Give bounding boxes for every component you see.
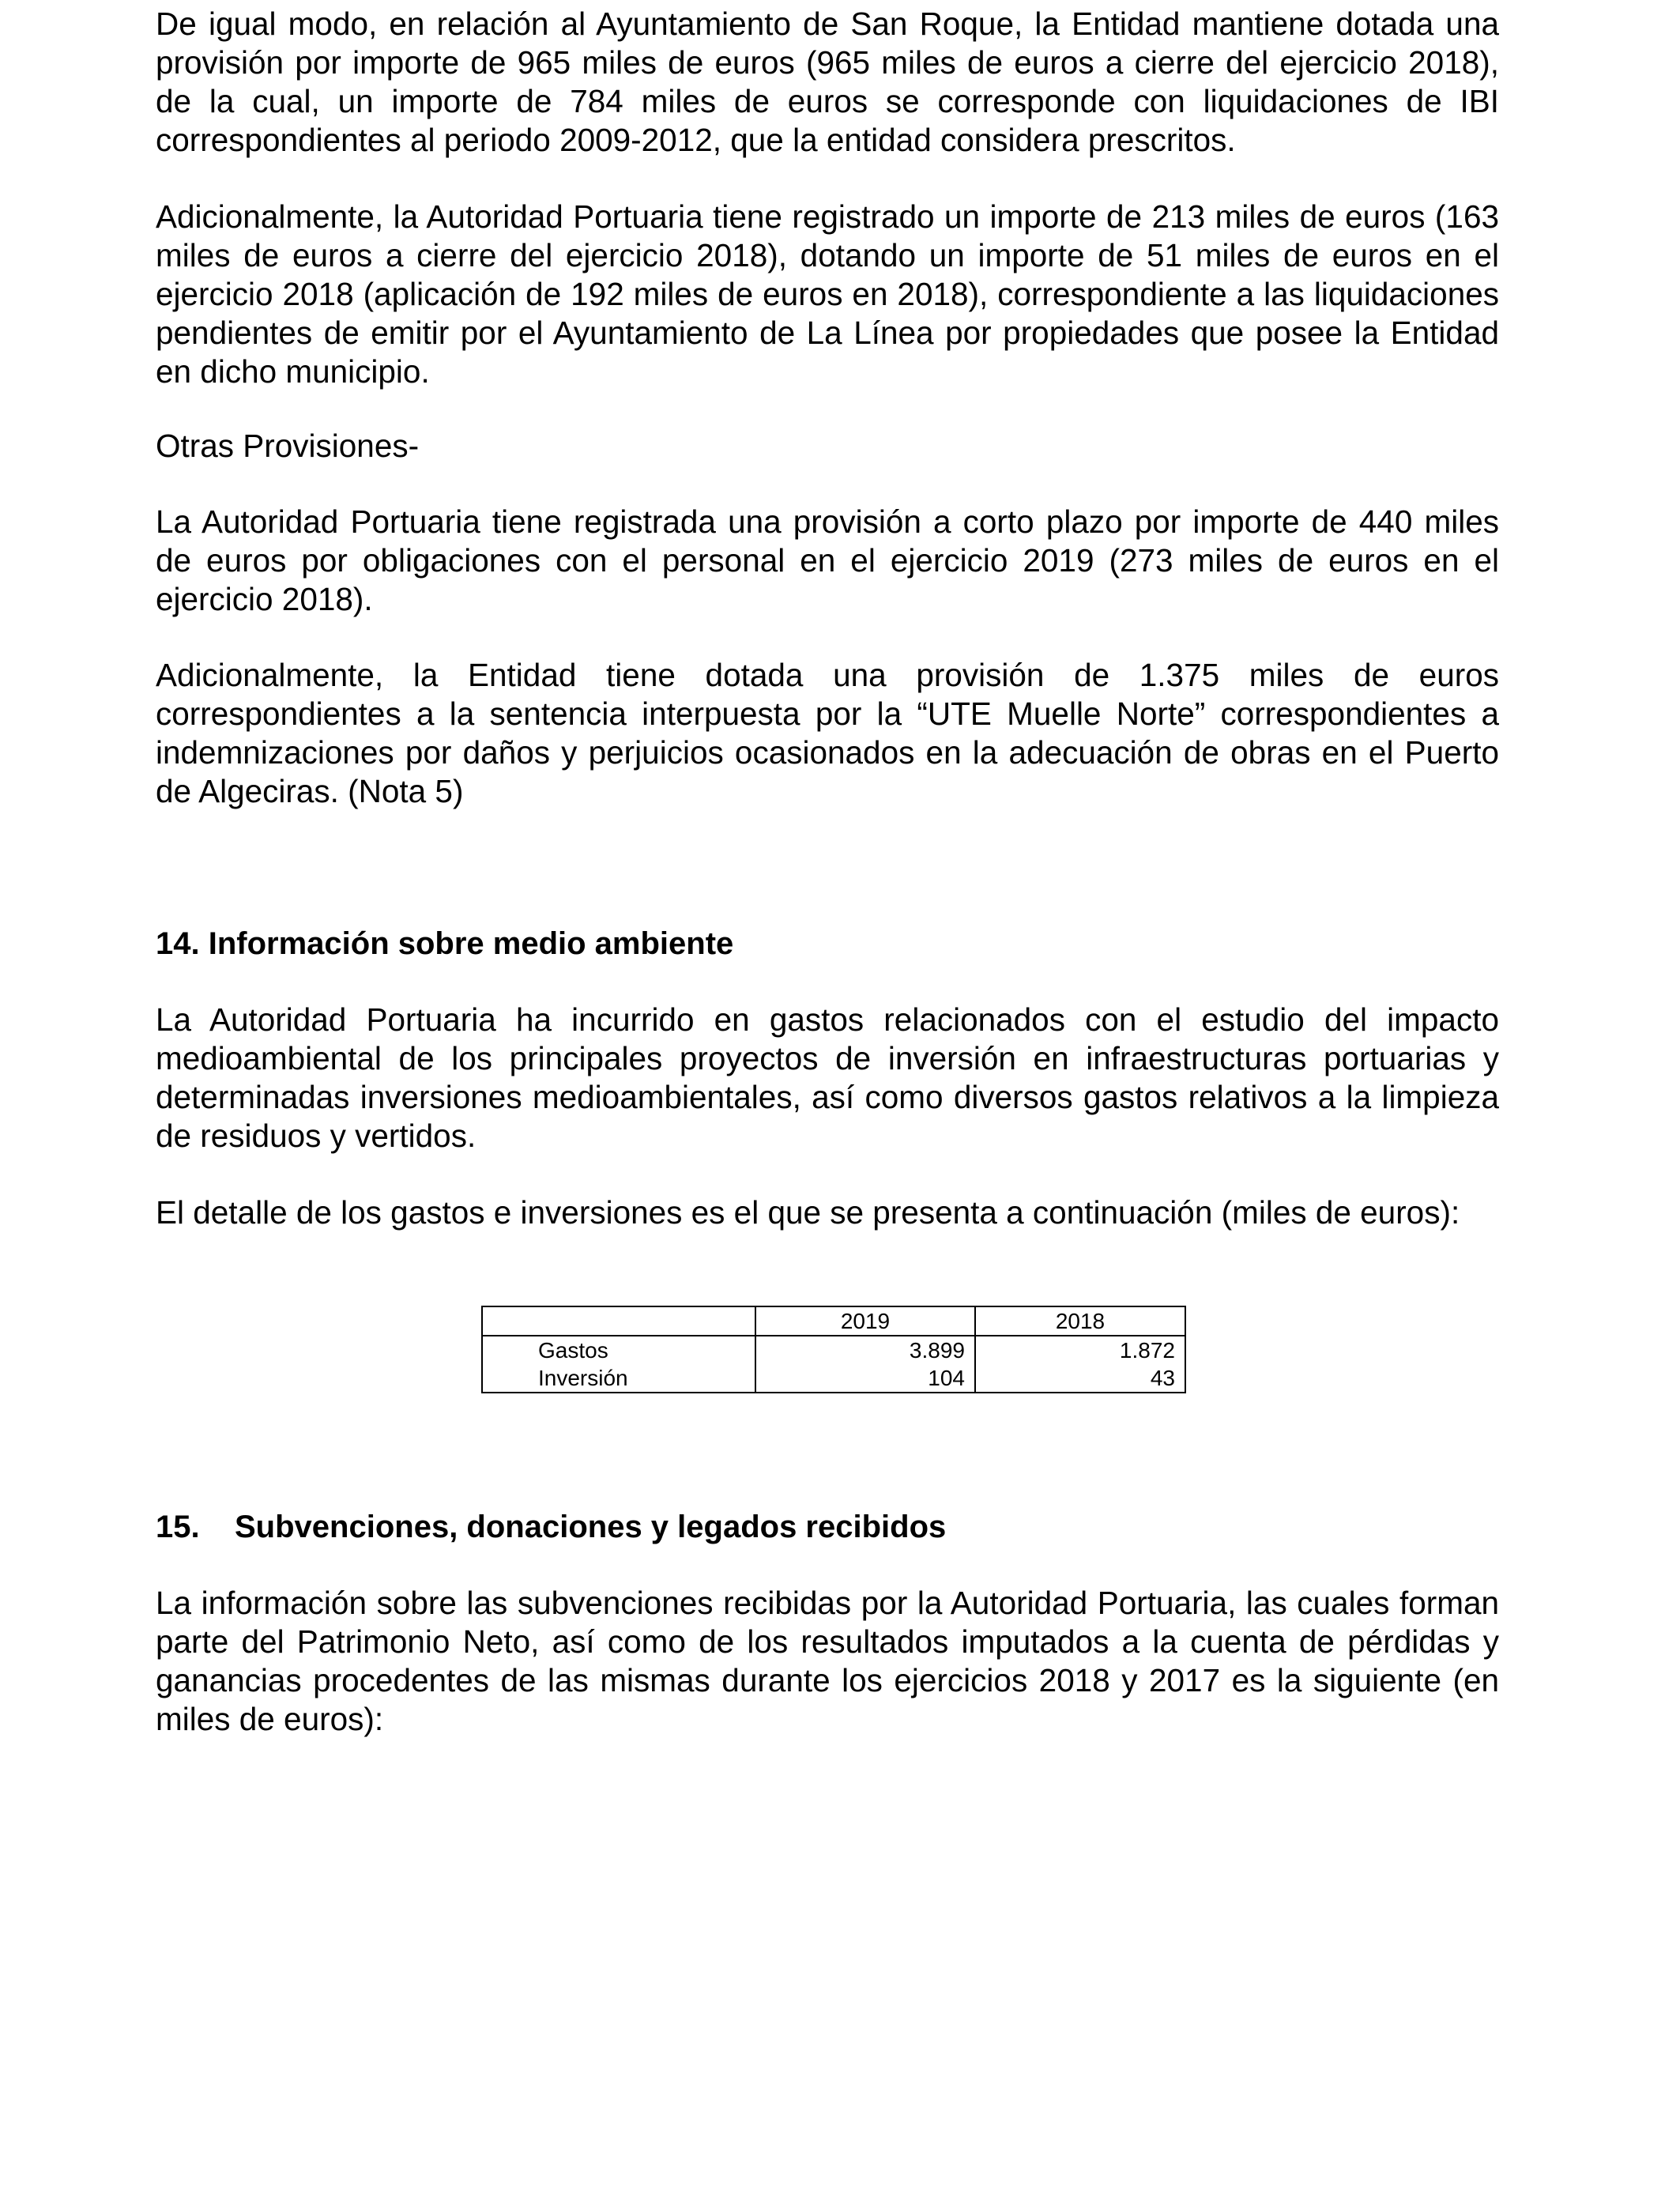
paragraph-medio-ambiente: La Autoridad Portuaria ha incurrido en gastos relacionados con el estudio del impacto medioambiental de los principales proyectos de inversión en infraestructuras portuarias y determinadas inversiones medioambientales, así como diversos gastos relativos a la limpieza de residuos y vertidos. <box>156 1001 1499 1154</box>
paragraph-la-linea: Adicionalmente, la Autoridad Portuaria tiene registrado un importe de 213 miles de euros (163 miles de euros a cierre del ejercicio 2018), dotando un importe de 51 miles de euros en el ejercicio 2018 (aplicación de 192 miles de euros en 2018), correspondiente a las liquidaciones pendientes de emitir por el Ayuntamiento de La Línea por propiedades que posee la Entidad en dicho municipio. <box>156 198 1499 390</box>
table-cell: Gastos <box>482 1336 755 1364</box>
table-cell: Inversión <box>482 1364 755 1393</box>
table-cell: 3.899 <box>755 1336 975 1364</box>
table-header-cell <box>482 1306 755 1336</box>
table-row <box>482 1364 1185 1393</box>
table-header-cell: 2018 <box>975 1306 1185 1336</box>
section-15-label: Subvenciones, donaciones y legados recibidos <box>235 1510 947 1544</box>
table-row <box>482 1336 1185 1364</box>
paragraph-detalle-gastos: El detalle de los gastos e inversiones es el que se presenta a continuación (miles de euros): <box>156 1194 1460 1231</box>
table-cell: 104 <box>755 1364 975 1393</box>
paragraph-san-roque: De igual modo, en relación al Ayuntamiento de San Roque, la Entidad mantiene dotada una provisión por importe de 965 miles de euros (965 miles de euros a cierre del ejercicio 2018), de la cual, un importe de 784 miles de euros se corresponde con liquidaciones de IBI correspondientes al periodo 2009-2012, que la entidad considera prescritos. <box>156 6 1499 158</box>
table-header-cell: 2019 <box>755 1306 975 1336</box>
gastos-inversiones-table <box>481 1306 1186 1393</box>
table-cell: 43 <box>975 1364 1185 1393</box>
section-15-number: 15. <box>156 1510 200 1544</box>
table-header-row <box>482 1306 1185 1336</box>
section-14-title: 14. Información sobre medio ambiente <box>156 926 734 961</box>
section-15-title <box>156 1508 946 1547</box>
paragraph-provision-personal: La Autoridad Portuaria tiene registrada una provisión a corto plazo por importe de 440 miles de euros por obligaciones con el personal en el ejercicio 2019 (273 miles de euros en el ejercicio 2018). <box>156 503 1499 617</box>
paragraph-ute-muelle-norte: Adicionalmente, la Entidad tiene dotada una provisión de 1.375 miles de euros correspondientes a la sentencia interpuesta por la “UTE Muelle Norte” correspondientes a indemnizaciones por daños y perjuicios ocasionados en la adecuación de obras en el Puerto de Algeciras. (Nota 5) <box>156 657 1499 809</box>
table-cell: 1.872 <box>975 1336 1185 1364</box>
paragraph-subvenciones: La información sobre las subvenciones recibidas por la Autoridad Portuaria, las cuales forman parte del Patrimonio Neto, así como de los resultados imputados a la cuenta de pérdidas y ganancias procedentes de las mismas durante los ejercicios 2018 y 2017 es la siguiente (en miles de euros): <box>156 1585 1499 1737</box>
subheading-otras-provisiones: Otras Provisiones- <box>156 428 420 464</box>
